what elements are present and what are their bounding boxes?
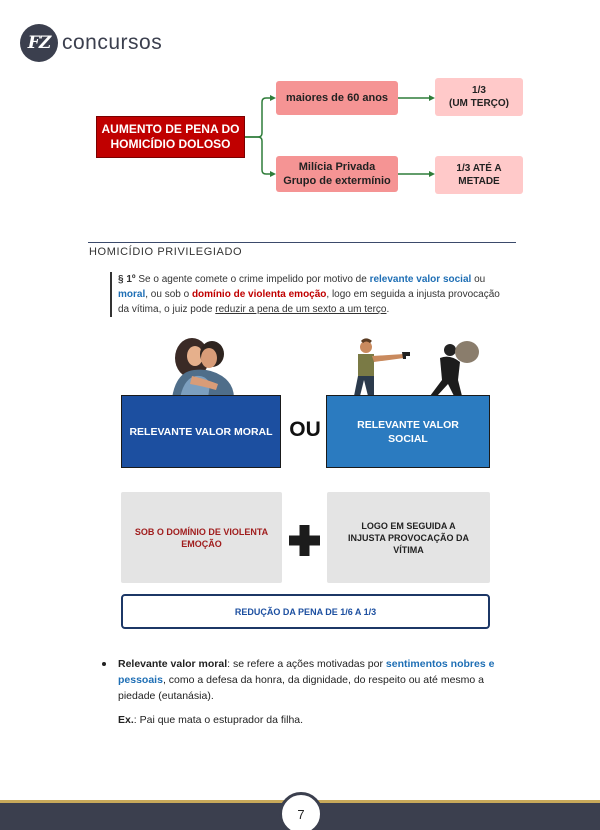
embracing-couple-illustration: [162, 334, 240, 398]
condition-box-elderly: maiores de 60 anos: [276, 81, 398, 115]
moral-value-box: RELEVANTE VALOR MORAL: [121, 395, 281, 468]
robbery-illustration: [342, 338, 487, 398]
violent-emotion-box: SOB O DOMÍNIO DE VIOLENTA EMOÇÃO: [121, 492, 282, 583]
bullet-item: [104, 656, 506, 704]
bullet-dot: [102, 662, 106, 666]
bullet-term: Relevante valor moral: [118, 658, 228, 670]
example-label: Ex.: [118, 714, 134, 726]
main-topic-box: AUMENTO DE PENA DO HOMICÍDIO DOLOSO: [96, 116, 245, 158]
or-label: OU: [289, 418, 321, 441]
law-text: Se o agente comete o crime impelido por motivo de: [135, 274, 370, 285]
law-text: .: [386, 304, 390, 315]
highlight-moral: moral: [118, 289, 146, 300]
connector-upper: [245, 98, 272, 137]
social-value-box: RELEVANTE VALOR SOCIAL: [326, 395, 490, 468]
law-text: , ou sob o: [145, 289, 192, 300]
highlight-noble-feelings: sentimentos nobres e pessoais: [118, 658, 495, 686]
underlined-reduction: reduzir a pena de um sexto a um terço: [215, 304, 387, 315]
example-line: [118, 714, 303, 726]
bullet-text-part: , como a defesa da honra, da dignidade, do respeito ou até mesmo a piedade (eutanásia).: [118, 674, 484, 702]
bullet-text: [104, 656, 506, 704]
section-divider: [88, 242, 516, 243]
law-text: , logo em seguida a injusta provocação da vítima, o juiz pode: [118, 289, 500, 315]
bullet-text-part: : se refere a ações motivadas por: [227, 658, 386, 670]
result-box-one-third-half: 1/3 ATÉ A METADE: [435, 156, 523, 194]
penalty-increase-diagram: [0, 0, 600, 210]
law-quote: [110, 272, 510, 317]
connector-lower: [245, 137, 272, 174]
example-text: : Pai que mata o estuprador da filha.: [133, 714, 304, 726]
highlight-violent-emotion: domínio de violenta emoção: [191, 289, 327, 300]
logo-mark: FZ: [20, 24, 58, 62]
law-text: ou: [471, 274, 486, 285]
plus-icon: [289, 525, 320, 556]
condition-box-militia: Milícia Privada Grupo de extermínio: [276, 156, 398, 192]
result-box-one-third: 1/3 (UM TERÇO): [435, 78, 523, 116]
law-paragraph-mark: § 1º: [118, 274, 136, 285]
penalty-reduction-box: REDUÇÃO DA PENA DE 1/6 A 1/3: [121, 594, 490, 629]
page-number: 7: [279, 792, 323, 830]
section-title: HOMICÍDIO PRIVILEGIADO: [89, 246, 243, 258]
unjust-provocation-box: LOGO EM SEGUIDA A INJUSTA PROVOCAÇÃO DA VÍTIMA: [327, 492, 490, 583]
brand-name: concursos: [62, 31, 163, 54]
highlight-social-value: relevante valor social: [369, 274, 472, 285]
